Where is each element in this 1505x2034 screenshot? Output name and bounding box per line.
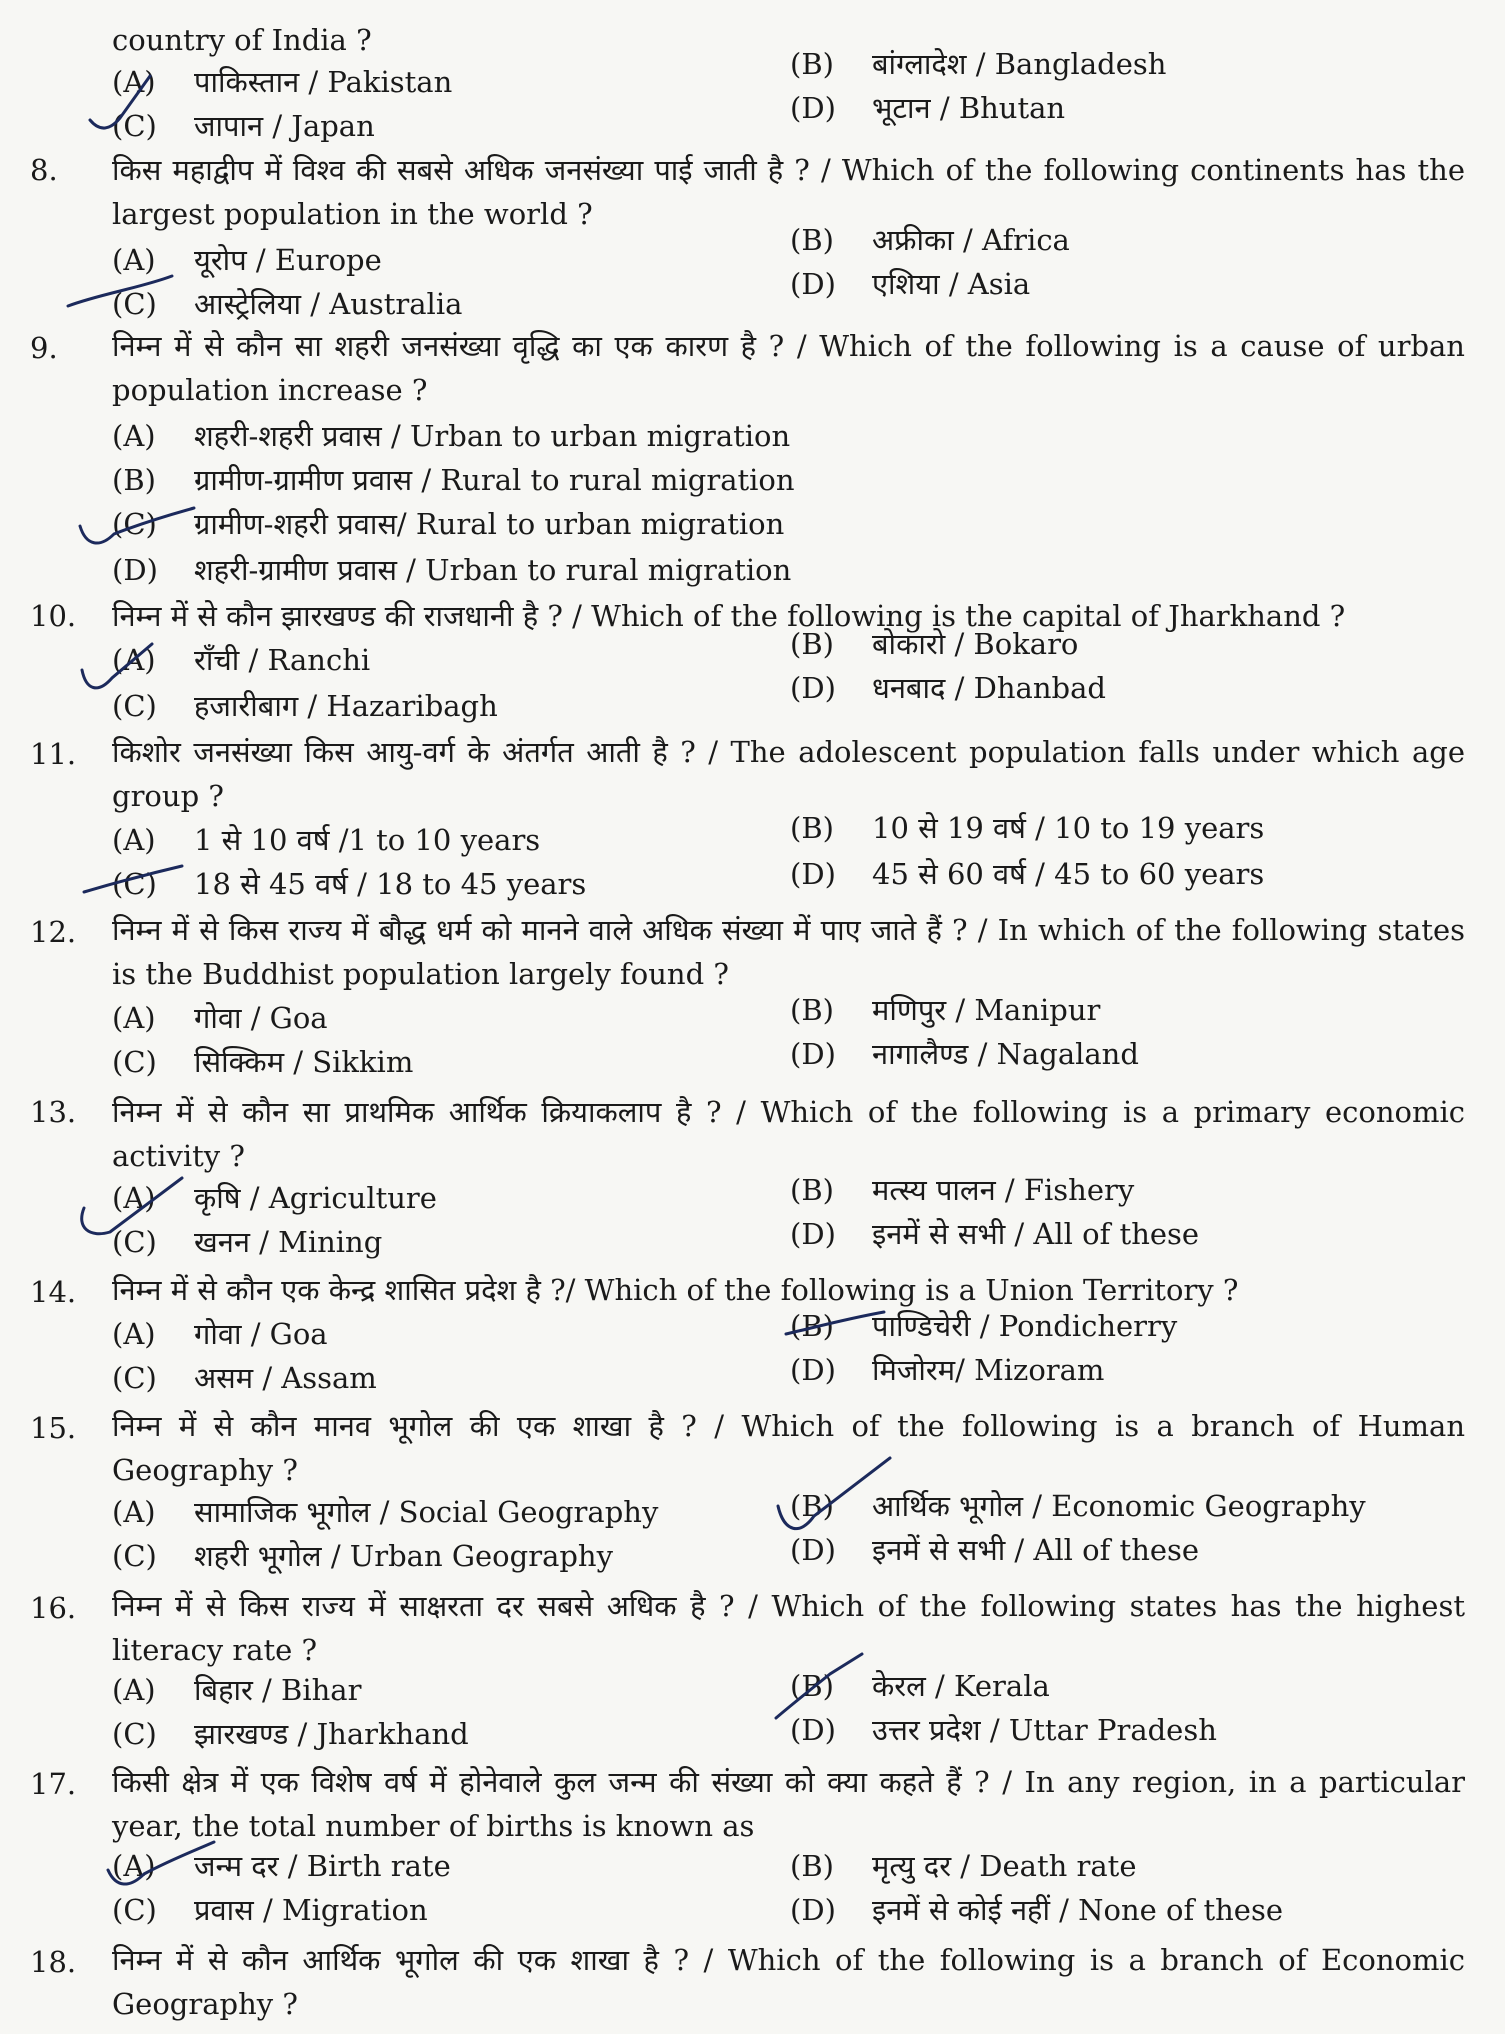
option-12d: (D) नागालैण्ड / Nagaland — [790, 1037, 1139, 1071]
option-11d: (D) 45 से 60 वर्ष / 45 to 60 years — [790, 857, 1265, 891]
option-15a: (A) सामाजिक भूगोल / Social Geography — [112, 1495, 659, 1529]
question-17-number: 17. — [30, 1767, 77, 1801]
option-9b: (B) ग्रामीण-ग्रामीण प्रवास / Rural to rural migration — [112, 463, 795, 497]
option-13c: (C) खनन / Mining — [112, 1225, 383, 1259]
option-12b: (B) मणिपुर / Manipur — [790, 993, 1101, 1027]
option-7c: (C) जापान / Japan — [112, 109, 375, 143]
question-14-text: निम्न में से कौन एक केन्द्र शासित प्रदेश है ?/ Which of the following is a Union Territory ? — [112, 1273, 1239, 1307]
option-8b: (B) अफ्रीका / Africa — [790, 223, 1070, 257]
option-12c: (C) सिक्किम / Sikkim — [112, 1045, 414, 1079]
question-13-text: निम्न में से कौन सा प्राथमिक आर्थिक क्रियाकलाप है ? / Which of the following is a primary economic activity ? — [112, 1095, 1465, 1173]
option-14b: (B) पाण्डिचेरी / Pondicherry — [790, 1309, 1178, 1343]
question-10-text: निम्न में से कौन झारखण्ड की राजधानी है ? / Which of the following is the capital of Jharkhand ? — [112, 599, 1346, 633]
option-9a: (A) शहरी-शहरी प्रवास / Urban to urban migration — [112, 419, 791, 453]
option-8d: (D) एशिया / Asia — [790, 267, 1031, 301]
option-7b: (B) बांग्लादेश / Bangladesh — [790, 47, 1167, 81]
option-16c: (C) झारखण्ड / Jharkhand — [112, 1717, 469, 1751]
option-14a: (A) गोवा / Goa — [112, 1317, 328, 1351]
option-11b: (B) 10 से 19 वर्ष / 10 to 19 years — [790, 811, 1265, 845]
question-9-number: 9. — [30, 331, 58, 365]
question-12-number: 12. — [30, 915, 77, 949]
question-11-number: 11. — [30, 737, 77, 771]
option-15b: (B) आर्थिक भूगोल / Economic Geography — [790, 1489, 1366, 1523]
option-17d: (D) इनमें से कोई नहीं / None of these — [790, 1893, 1284, 1927]
option-10c: (C) हजारीबाग / Hazaribagh — [112, 689, 498, 723]
question-14-number: 14. — [30, 1275, 77, 1309]
option-7d: (D) भूटान / Bhutan — [790, 91, 1066, 125]
question-15-number: 15. — [30, 1411, 77, 1445]
option-8a: (A) यूरोप / Europe — [112, 243, 382, 277]
question-18-number: 18. — [30, 1945, 77, 1979]
option-10b: (B) बोकारो / Bokaro — [790, 627, 1079, 661]
question-15-text: निम्न में से कौन मानव भूगोल की एक शाखा है ? / Which of the following is a branch of Human Geography ? — [112, 1409, 1465, 1487]
option-13b: (B) मत्स्य पालन / Fishery — [790, 1173, 1135, 1207]
question-10-number: 10. — [30, 599, 77, 633]
question-8-number: 8. — [30, 153, 58, 187]
question-8-text: किस महाद्वीप में विश्व की सबसे अधिक जनसंख्या पाई जाती है ? / Which of the following continents has the largest population in the world ? — [112, 153, 1465, 231]
option-13d: (D) इनमें से सभी / All of these — [790, 1217, 1200, 1251]
question-7-text: country of India ? — [112, 23, 372, 57]
question-12-text: निम्न में से किस राज्य में बौद्ध धर्म को मानने वाले अधिक संख्या में पाए जाते हैं ? / In which of the following states is the Buddhist population largely found ? — [112, 913, 1465, 991]
question-17-text: किसी क्षेत्र में एक विशेष वर्ष में होनेवाले कुल जन्म की संख्या को क्या कहते हैं ? / In any region, in a particular year, the total number of births is known as — [112, 1765, 1465, 1843]
option-9d: (D) शहरी-ग्रामीण प्रवास / Urban to rural migration — [112, 553, 792, 587]
option-17a: (A) जन्म दर / Birth rate — [112, 1849, 451, 1883]
option-16a: (A) बिहार / Bihar — [112, 1673, 362, 1707]
option-10d: (D) धनबाद / Dhanbad — [790, 671, 1106, 705]
option-17c: (C) प्रवास / Migration — [112, 1893, 428, 1927]
option-7a: (A) पाकिस्तान / Pakistan — [112, 65, 453, 99]
question-16-text: निम्न में से किस राज्य में साक्षरता दर सबसे अधिक है ? / Which of the following states has the highest literacy rate ? — [112, 1589, 1465, 1667]
question-11-text: किशोर जनसंख्या किस आयु-वर्ग के अंतर्गत आती है ? / The adolescent population falls under which age group ? — [112, 735, 1465, 813]
option-15c: (C) शहरी भूगोल / Urban Geography — [112, 1539, 613, 1573]
question-9-text: निम्न में से कौन सा शहरी जनसंख्या वृद्धि का एक कारण है ? / Which of the following is a cause of urban population increase ? — [112, 329, 1465, 407]
question-18-text: निम्न में से कौन आर्थिक भूगोल की एक शाखा है ? / Which of the following is a branch of Economic Geography ? — [112, 1943, 1465, 2021]
option-11a: (A) 1 से 10 वर्ष /1 to 10 years — [112, 823, 541, 857]
option-16d: (D) उत्तर प्रदेश / Uttar Pradesh — [790, 1713, 1217, 1747]
option-12a: (A) गोवा / Goa — [112, 1001, 328, 1035]
option-14c: (C) असम / Assam — [112, 1361, 377, 1395]
option-11c: (C) 18 से 45 वर्ष / 18 to 45 years — [112, 867, 587, 901]
option-17b: (B) मृत्यु दर / Death rate — [790, 1849, 1137, 1883]
option-8c: (C) आस्ट्रेलिया / Australia — [112, 287, 463, 321]
option-13a: (A) कृषि / Agriculture — [112, 1181, 437, 1215]
option-15d: (D) इनमें से सभी / All of these — [790, 1533, 1200, 1567]
option-14d: (D) मिजोरम/ Mizoram — [790, 1353, 1105, 1387]
option-16b: (B) केरल / Kerala — [790, 1669, 1050, 1703]
question-13-number: 13. — [30, 1095, 77, 1129]
option-10a: (A) राँची / Ranchi — [112, 643, 371, 677]
question-16-number: 16. — [30, 1591, 77, 1625]
option-9c: (C) ग्रामीण-शहरी प्रवास/ Rural to urban migration — [112, 507, 785, 541]
